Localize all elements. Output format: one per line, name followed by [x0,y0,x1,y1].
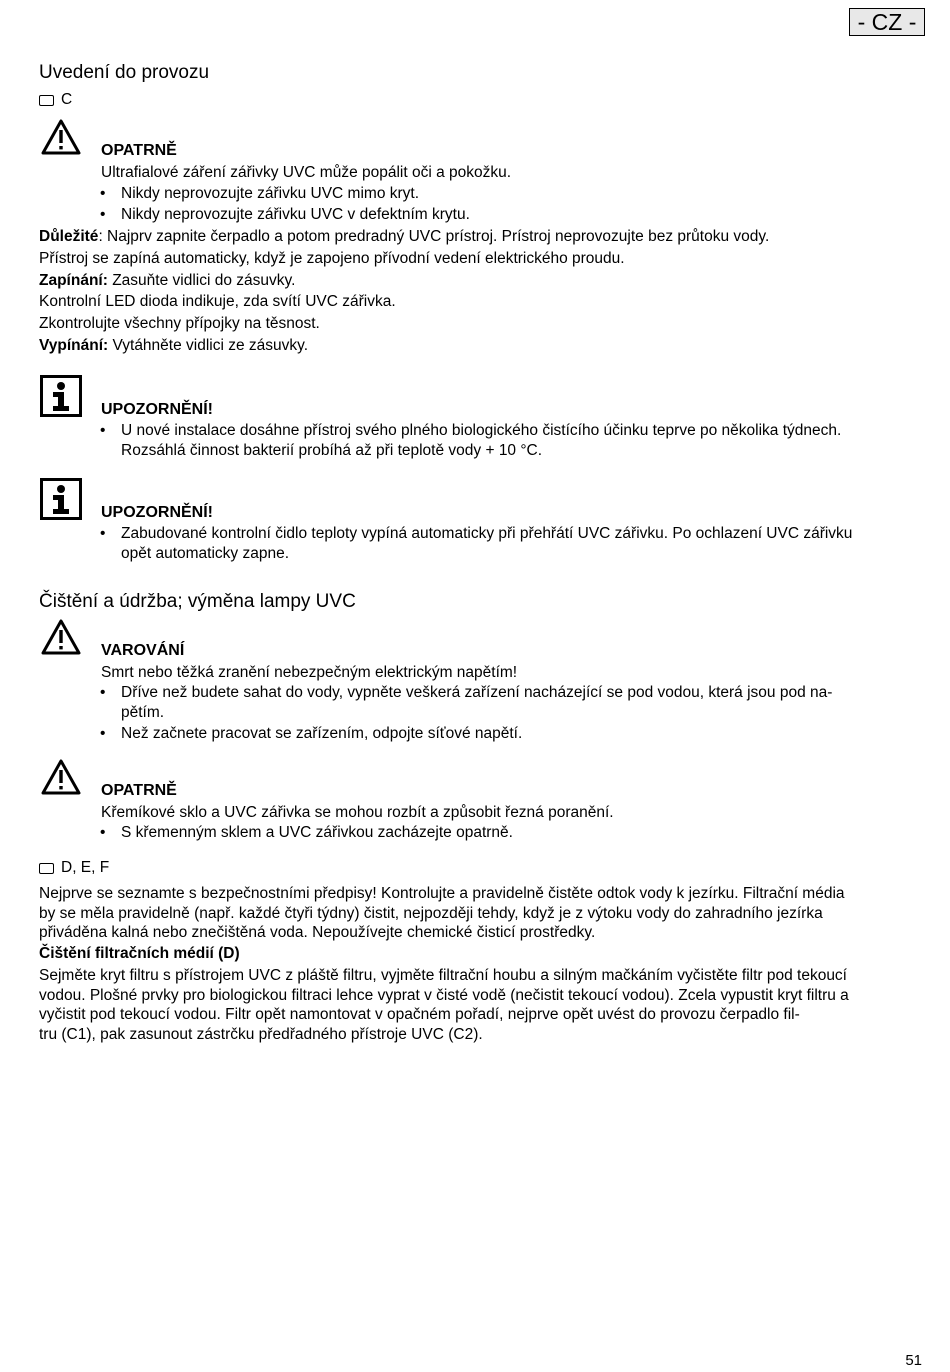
figure-reference [39,90,72,110]
paragraph-line: Nejprve se seznamte s bezpečnostními předpisy! Kontrolujte a pravidelně čistěte odtok vody k jezírku. Filtrační média [39,885,845,902]
list-item-text: S křemenným sklem a UVC zářivkou zacházejte opatrně. [121,824,513,841]
list-item-continuation: Rozsáhlá činnost bakterií probíhá až při teplotě vody + 10 °C. [121,442,543,459]
caution-text: Ultrafialové záření zářivky UVC může popálit oči a pokožku. [101,164,512,181]
list-item-text: Dříve než budete sahat do vody, vypněte veškerá zařízení nacházející se pod vodou, která jsou pod na- [121,684,833,701]
figure-reference-label: D, E, F [61,859,110,876]
warning-triangle-icon [40,118,82,156]
paragraph-line: vodou. Plošné prvky pro biologickou filtraci lehce vyprat v čisté vodě (nečistit tekoucí vodou). Zcela vypustit kryt filtru a [39,987,849,1004]
list-item-text: U nové instalace dosáhne přístroj svého plného biologického čistícího účinku teprve po několika týdnech. [121,422,842,439]
paragraph-line: tru (C1), pak zasunout zástrčku předřadného přístroje UVC (C2). [39,1026,483,1043]
important-note [39,227,769,247]
list-item-continuation: pětím. [121,704,165,721]
caution-text: Křemíkové sklo a UVC zářivka se mohou rozbít a způsobit řezná poranění. [101,804,614,821]
warning-text: Smrt nebo těžká zranění nebezpečným elektrickým napětím! [101,664,518,681]
caution-title: OPATRNĚ [101,782,177,799]
switch-off-label: Vypínání: [39,337,109,354]
paragraph-line: přiváděna kalná nebo znečištěná voda. Nepoužívejte chemické čisticí prostředky. [39,924,596,941]
list-item-text: Nikdy neprovozujte zářivku UVC mimo kryt. [121,185,420,202]
switch-on-label: Zapínání: [39,272,108,289]
figure-box-icon [39,863,54,874]
paragraph-line: vyčistit pod tekoucí vodou. Filtr opět namontovat v opačném pořadí, nejprve opět uvést do provozu čerpadlo fil- [39,1006,800,1023]
warning-triangle-icon [40,758,82,796]
figure-reference-label: C [61,91,73,108]
language-badge: - CZ - [849,8,925,36]
caution-title: OPATRNĚ [101,142,177,159]
info-icon [40,478,82,520]
figure-box-icon [39,95,54,106]
info-icon [40,375,82,417]
section-heading-maintenance: Čištění a údržba; výměna lampy UVC [39,591,356,612]
switch-off-text: Vytáhněte vidlici ze zásuvky. [108,337,309,354]
figure-reference [39,858,109,878]
warning-title: VAROVÁNÍ [101,642,185,659]
switch-on-text: Zasuňte vidlici do zásuvky. [107,272,296,289]
paragraph-line: by se měla pravidelně (např. každé čtyři týdny) čistit, nejpozději tehdy, když je z výtoku vody do zahradního jezírka [39,905,823,922]
led-text: Kontrolní LED dioda indikuje, zda svítí UVC zářivka. [39,293,396,310]
paragraph-line: Sejměte kryt filtru s přístrojem UVC z pláště filtru, vyjměte filtrační houbu a silným mačkáním vyčistěte filtr pod tekoucí [39,967,847,984]
list-item-text: Zabudované kontrolní čidlo teploty vypíná automaticky při přehřátí UVC zářivku. Po ochlazení UVC zářivku [121,525,853,542]
list-item-continuation: opět automaticky zapne. [121,545,290,562]
notice-title: UPOZORNĚNÍ! [101,401,213,418]
page-number: 51 [905,1352,922,1369]
section-heading-startup: Uvedení do provozu [39,62,210,83]
list-item-text: Nikdy neprovozujte zářivku UVC v defektním krytu. [121,206,470,223]
check-text: Zkontrolujte všechny přípojky na těsnost. [39,315,320,332]
list-item-text: Než začnete pracovat se zařízením, odpojte síťové napětí. [121,725,523,742]
auto-switch-text: Přístroj se zapíná automaticky, když je zapojeno přívodní vedení elektrického proudu. [39,250,625,267]
switch-off-note [39,336,308,356]
switch-on-note [39,271,295,291]
important-label: Důležité [39,228,99,245]
important-text: : Najprv zapnite čerpadlo a potom predradný UVC prístroj. Prístroj neprovozujte bez průtoku vody. [98,228,770,245]
warning-triangle-icon [40,618,82,656]
notice-title: UPOZORNĚNÍ! [101,504,213,521]
sub-heading: Čištění filtračních médií (D) [39,945,240,962]
